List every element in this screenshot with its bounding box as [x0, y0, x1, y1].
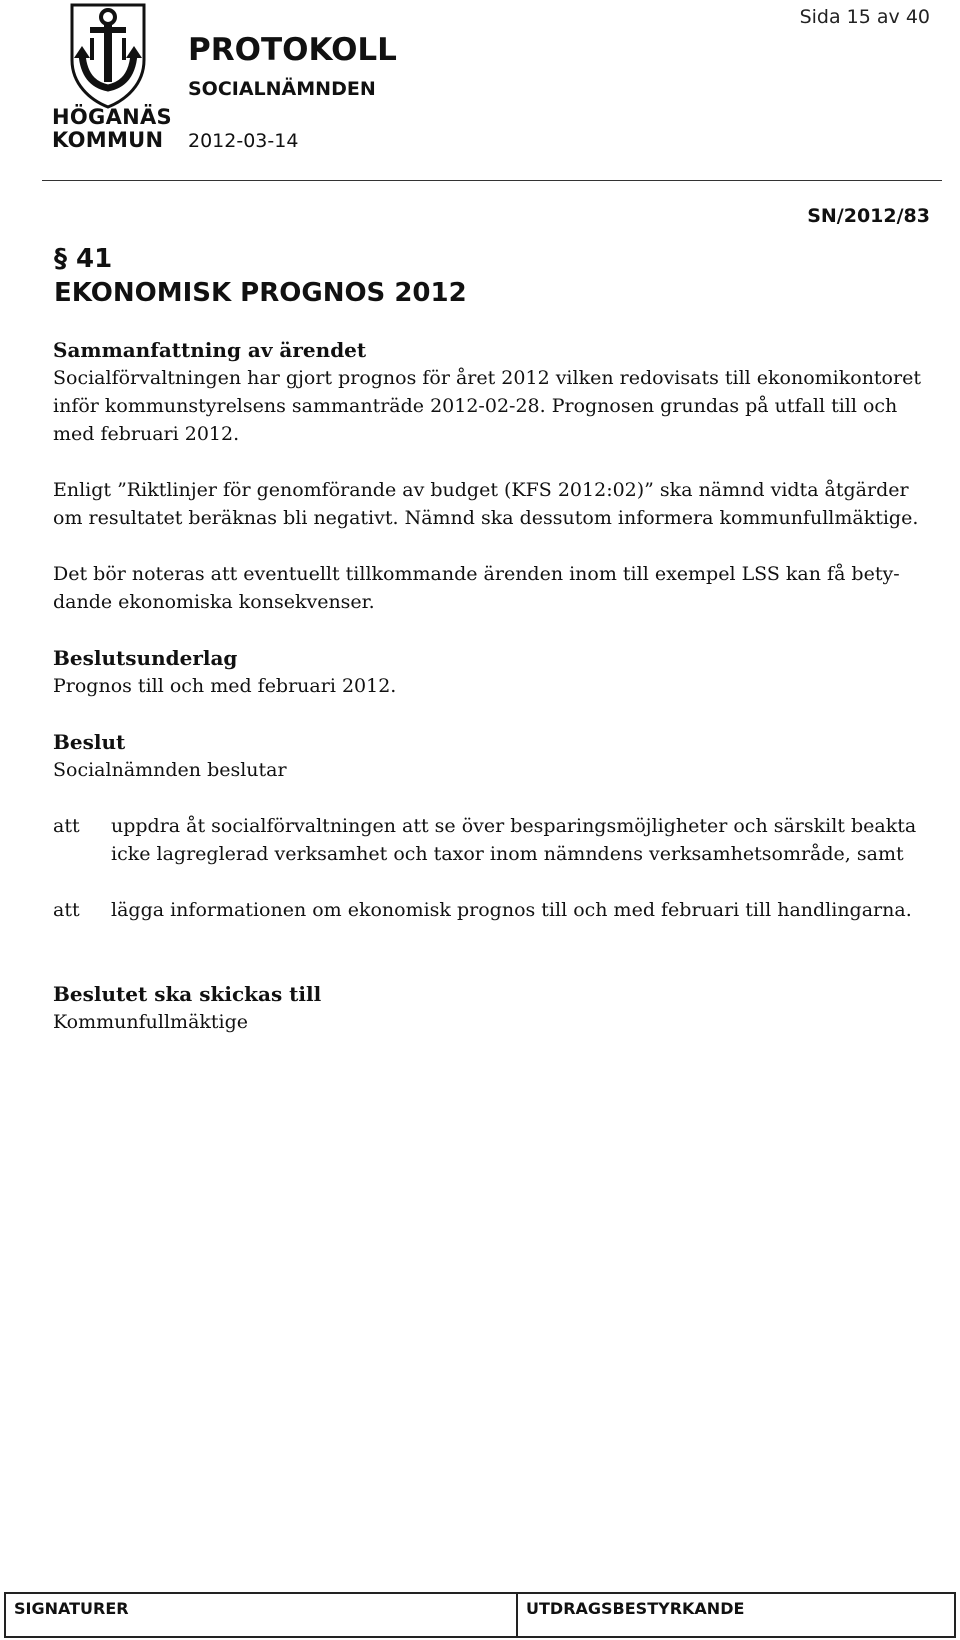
decision-text: uppdra åt socialförvaltningen att se över besparingsmöjligheter och särskilt beakta icke lagreglerad verksamhet och taxor inom nämndens verksamhetsområde, samt [111, 815, 917, 865]
decision-heading: Beslut [53, 730, 126, 754]
decision-intro: Socialnämnden beslutar [53, 759, 287, 781]
decision-item [53, 812, 923, 868]
municipality-name: HÖGANÄS KOMMUN [52, 105, 172, 152]
decision-marker: att [53, 899, 80, 921]
signature-table [4, 1592, 956, 1638]
decision-marker: att [53, 815, 80, 837]
basis-heading: Beslutsunderlag [53, 646, 238, 670]
paragraph-heading [54, 242, 467, 310]
summary-paragraph-3: Det bör noteras att eventuellt tillkommande ärenden inom till exempel LSS kan få bety-dande ekonomiska konsekvenser. [53, 563, 900, 613]
summary-paragraph-1: Socialförvaltningen har gjort prognos för året 2012 vilken redovisats till ekonomikontoret inför kommunstyrelsens sammanträde 2012-02-28. Prognosen grundas på utfall till och med februari 2012. [53, 367, 921, 445]
decision-text: lägga informationen om ekonomisk prognos till och med februari till handlingarna. [111, 899, 912, 921]
decision-item [53, 896, 923, 924]
summary-heading: Sammanfattning av ärendet [53, 338, 367, 362]
case-number: SN/2012/83 [807, 205, 930, 227]
summary-paragraph-2: Enligt ”Riktlinjer för genomförande av budget (KFS 2012:02)” ska nämnd vidta åtgärder om resultatet beräknas bli negativt. Nämnd ska dessutom informera kommunfullmäktige. [53, 479, 919, 529]
document-body [53, 336, 923, 1036]
meeting-date: 2012-03-14 [188, 130, 299, 152]
paragraph-number: § 41 [54, 244, 113, 274]
municipal-coat-of-arms-icon [68, 2, 148, 110]
committee-name: SOCIALNÄMNDEN [188, 78, 376, 100]
header-divider [42, 180, 942, 181]
signatures-cell: SIGNATURER [6, 1594, 518, 1636]
page-number: Sida 15 av 40 [799, 6, 930, 28]
document-title: PROTOKOLL [188, 32, 397, 68]
basis-text: Prognos till och med februari 2012. [53, 675, 397, 697]
send-to-text: Kommunfullmäktige [53, 1011, 249, 1033]
paragraph-title: EKONOMISK PROGNOS 2012 [54, 278, 467, 308]
send-to-heading: Beslutet ska skickas till [53, 982, 322, 1006]
certification-cell: UTDRAGSBESTYRKANDE [526, 1599, 745, 1618]
